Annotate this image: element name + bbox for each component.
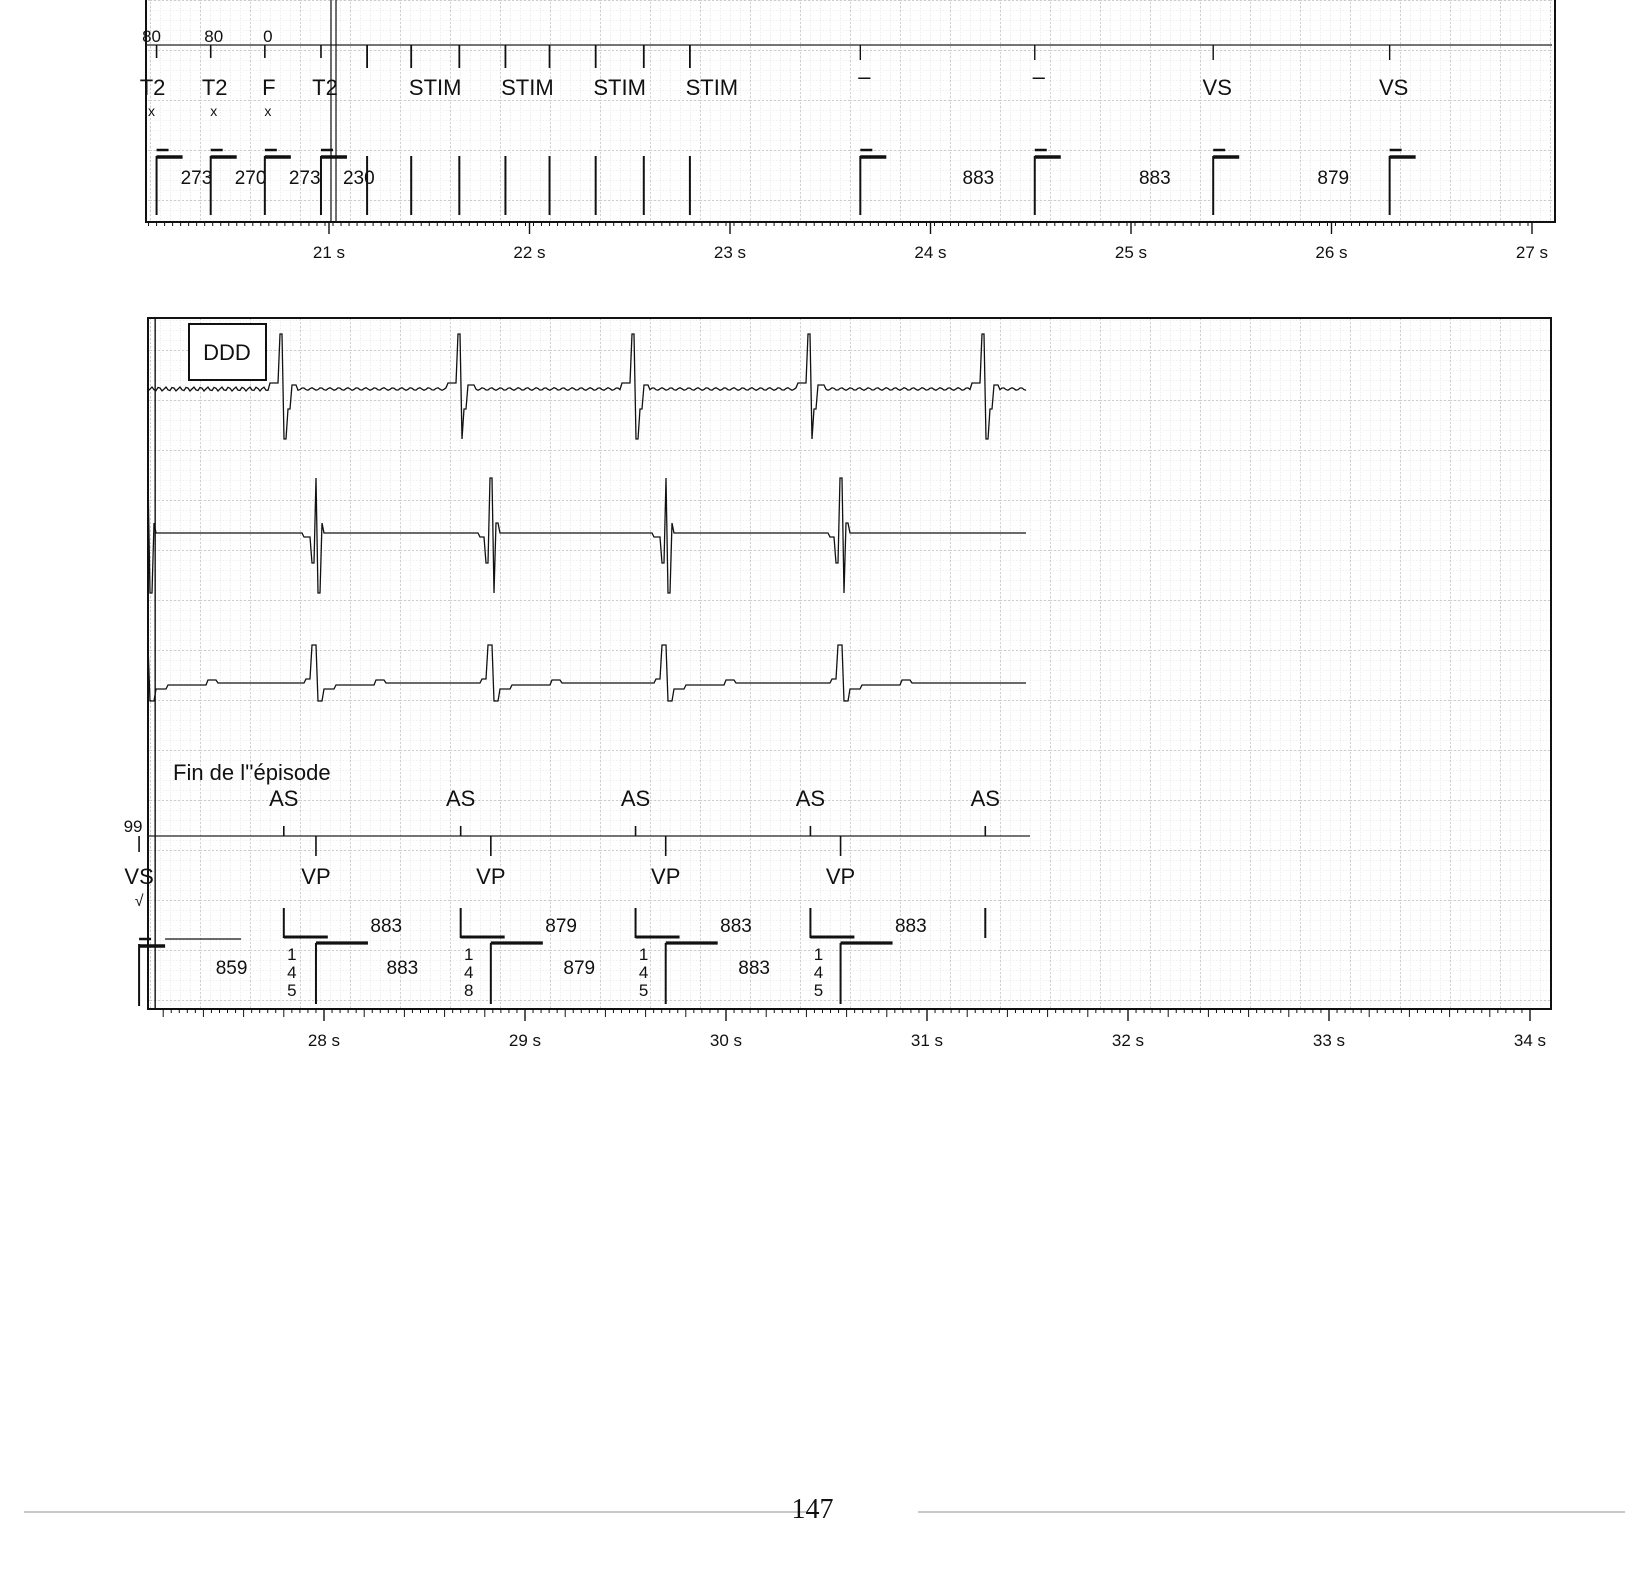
aa-interval-value: 879 <box>545 916 577 937</box>
episode-label: Fin de l''épisode <box>173 760 331 785</box>
vp-label: VP <box>825 864 856 889</box>
marker-sublabel: x <box>264 103 272 119</box>
marker-label: F <box>262 75 276 100</box>
av-delay-digit: 1 <box>813 945 824 964</box>
av-delay-digit: 4 <box>813 963 824 982</box>
interval-value: 883 <box>962 168 995 189</box>
top-axis <box>146 222 1555 262</box>
marker-label: T2 <box>139 75 166 100</box>
aa-interval-value: 883 <box>894 916 927 937</box>
x-tick-label: 25 s <box>1114 243 1148 262</box>
x-tick-label: 23 s <box>713 243 747 262</box>
x-tick-label: 21 s <box>312 243 346 262</box>
x-tick-label: 28 s <box>307 1031 341 1050</box>
marker-label: – <box>1032 64 1045 89</box>
x-tick-label: 34 s <box>1513 1031 1547 1050</box>
av-delay-digit: 5 <box>638 981 649 1000</box>
x-tick-label: 29 s <box>508 1031 542 1050</box>
as-label: AS <box>620 786 651 811</box>
av-delay-digit: 4 <box>638 963 649 982</box>
mode-label: DDD <box>203 340 251 365</box>
x-tick-label: 26 s <box>1315 243 1348 262</box>
as-label: AS <box>795 786 826 811</box>
interval-value: 273 <box>180 168 213 189</box>
av-delay-digit: 1 <box>287 945 297 964</box>
top-number: 0 <box>263 27 273 46</box>
x-tick-label: 22 s <box>513 243 546 262</box>
av-delay-digit: 5 <box>287 981 297 1000</box>
as-label: AS <box>970 786 1000 811</box>
as-label: AS <box>446 786 476 811</box>
x-tick-label: 33 s <box>1312 1031 1346 1050</box>
x-tick-label: 30 s <box>709 1031 743 1050</box>
vv-interval-value: 879 <box>563 958 596 979</box>
vv-interval-value: 883 <box>386 958 419 979</box>
bottom-axis <box>163 1009 1546 1050</box>
vp-label: VP <box>476 864 506 889</box>
marker-label: VS <box>1202 75 1232 100</box>
vs-label: VS <box>124 864 154 889</box>
interval-value: 273 <box>288 168 321 189</box>
vp-label: VP <box>301 864 331 889</box>
aa-interval-value: 883 <box>370 916 403 937</box>
x-tick-label: 31 s <box>910 1031 944 1050</box>
av-delay-digit: 4 <box>287 963 297 982</box>
strip-top <box>140 0 1555 262</box>
interval-value: 883 <box>1138 168 1171 189</box>
av-delay-digit: 1 <box>464 945 474 964</box>
x-tick-label: 32 s <box>1111 1031 1145 1050</box>
marker-label: STIM <box>593 75 646 100</box>
marker-label: T2 <box>312 75 338 100</box>
marker-label: – <box>858 64 871 89</box>
aa-interval-value: 883 <box>720 916 752 937</box>
marker-label: VS <box>1378 75 1409 100</box>
x-tick-label: 24 s <box>914 243 947 262</box>
vs-sublabel: √ <box>134 893 144 910</box>
av-delay-digit: 5 <box>813 981 824 1000</box>
top-number: 80 <box>204 27 224 46</box>
av-delay-digit: 1 <box>638 945 649 964</box>
vp-label: VP <box>651 864 681 889</box>
as-label: AS <box>269 786 299 811</box>
interval-value: 270 <box>234 168 267 189</box>
page-number: 147 <box>791 1494 834 1525</box>
interval-value: 230 <box>342 168 375 189</box>
marker-label: T2 <box>201 75 228 100</box>
x-tick-label: 27 s <box>1515 243 1549 262</box>
marker-label: STIM <box>501 75 554 100</box>
vv-interval-value: 859 <box>215 958 248 979</box>
top-number: 80 <box>142 27 162 46</box>
marker-label: STIM <box>408 75 462 100</box>
marker-label: STIM <box>685 75 739 100</box>
av-delay-digit: 4 <box>464 963 474 982</box>
strip-bottom <box>124 318 1551 1050</box>
marker-sublabel: x <box>210 103 218 119</box>
interval-value: 879 <box>1317 168 1350 189</box>
av-delay-digit: 8 <box>464 981 474 1000</box>
top-number: 99 <box>123 817 143 836</box>
vv-interval-value: 883 <box>738 958 770 979</box>
marker-sublabel: x <box>148 103 156 119</box>
